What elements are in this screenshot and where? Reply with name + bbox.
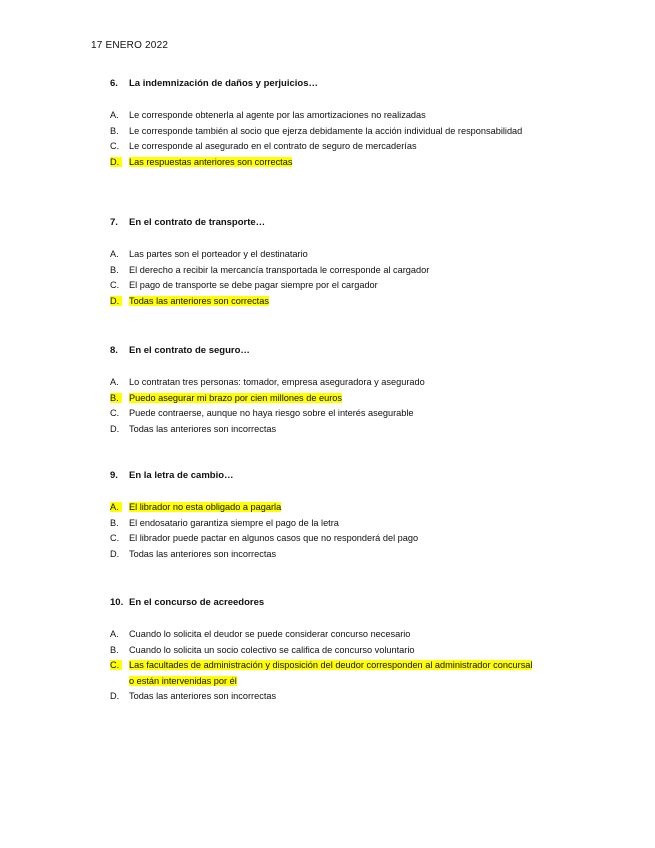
option-text-container (129, 547, 540, 563)
option-letter (110, 294, 129, 310)
option-letter (110, 391, 129, 407)
option-text-container (129, 139, 540, 155)
question-text: En el concurso de acreedores (129, 597, 265, 608)
option-text: El endosatario garantiza siempre el pago de la letra (129, 517, 339, 528)
option-text: Lo contratan tres personas: tomador, empresa aseguradora y asegurado (129, 377, 425, 387)
option-letter-text: B. (110, 125, 119, 136)
option-text-container (129, 247, 540, 263)
option-letter-text: B. (110, 644, 119, 655)
option-letter-text: D. (110, 423, 120, 434)
question-text: En la letra de cambio… (129, 470, 234, 481)
option-letter (110, 247, 129, 263)
answer-options (110, 627, 540, 705)
option-text: Le corresponde también al socio que ejerza debidamente la acción individual de responsabilidad (129, 125, 523, 136)
option-letter (110, 406, 129, 422)
option-text: Las partes son el porteador y el destinatario (129, 249, 308, 259)
answer-option (110, 278, 540, 294)
question-6 (110, 78, 540, 170)
question-9 (110, 470, 540, 562)
answer-options (110, 500, 540, 562)
answer-option (110, 422, 540, 438)
answer-option (110, 547, 540, 563)
option-letter-text: C. (110, 533, 120, 543)
question-text: La indemnización de daños y perjuicios… (129, 78, 318, 89)
option-letter-text: C. (110, 408, 120, 418)
document-date: 17 ENERO 2022 (91, 40, 169, 51)
option-text-container (129, 500, 540, 516)
option-letter-text: C. (110, 660, 122, 670)
question-title (110, 78, 540, 89)
option-letter (110, 643, 129, 659)
answer-option-highlighted (110, 155, 540, 171)
option-text: Le corresponde al asegurado en el contrato de seguro de mercaderías (129, 141, 417, 151)
answer-option (110, 643, 540, 659)
answer-option (110, 108, 540, 124)
answer-option (110, 263, 540, 279)
option-text-container (129, 124, 540, 140)
option-letter-text: D. (110, 157, 122, 167)
option-text-container (129, 531, 540, 547)
option-text: Todas las anteriores son incorrectas (129, 691, 277, 701)
option-text: El librador puede pactar en algunos casos que no responderá del pago (129, 533, 419, 543)
option-letter-text: B. (110, 393, 122, 403)
option-text-container (129, 627, 540, 643)
option-text: Las respuestas anteriores son correctas (129, 156, 293, 167)
question-title (110, 470, 540, 481)
option-letter (110, 155, 129, 171)
answer-option (110, 375, 540, 391)
option-text-container (129, 375, 540, 391)
option-text: Puedo asegurar mi brazo por cien millones de euros (129, 392, 342, 403)
option-letter-text: A. (110, 110, 119, 120)
option-letter-text: D. (110, 296, 122, 306)
option-letter-text: A. (110, 502, 122, 512)
option-text: Todas las anteriores son incorrectas (129, 423, 277, 434)
option-text-container (129, 155, 540, 171)
option-letter-text: D. (110, 691, 120, 701)
answer-options (110, 375, 540, 437)
option-text-container (129, 108, 540, 124)
option-text-container (129, 263, 540, 279)
option-letter-text: C. (110, 141, 120, 151)
answer-option-highlighted (110, 658, 540, 689)
question-text: En el contrato de seguro… (129, 345, 250, 356)
option-letter-text: A. (110, 249, 119, 259)
answer-options (110, 108, 540, 170)
option-letter (110, 516, 129, 532)
question-text: En el contrato de transporte… (129, 217, 266, 228)
option-letter (110, 531, 129, 547)
option-text: El derecho a recibir la mercancía transportada le corresponde al cargador (129, 264, 430, 275)
option-text-container (129, 689, 540, 705)
answer-option-highlighted (110, 391, 540, 407)
option-text-container (129, 643, 540, 659)
option-text-container (129, 294, 540, 310)
option-letter-text: B. (110, 264, 119, 275)
answer-option (110, 124, 540, 140)
option-letter-text: A. (110, 629, 119, 639)
option-letter (110, 689, 129, 705)
question-8 (110, 345, 540, 437)
answer-option (110, 689, 540, 705)
answer-option (110, 531, 540, 547)
option-text: El librador no esta obligado a pagarla (129, 502, 282, 512)
option-letter (110, 658, 129, 689)
option-text: El pago de transporte se debe pagar siempre por el cargador (129, 280, 378, 290)
answer-option (110, 406, 540, 422)
option-text-container (129, 406, 540, 422)
option-text: Todas las anteriores son correctas (129, 295, 269, 306)
option-text-container (129, 422, 540, 438)
option-letter (110, 627, 129, 643)
answer-option-highlighted (110, 294, 540, 310)
option-letter (110, 139, 129, 155)
question-number: 9. (110, 470, 118, 481)
question-title (110, 217, 540, 228)
question-number: 7. (110, 217, 118, 228)
option-text-container (129, 516, 540, 532)
question-7 (110, 217, 540, 309)
option-letter (110, 547, 129, 563)
question-10 (110, 597, 540, 705)
option-letter-text: B. (110, 517, 119, 528)
answer-option (110, 247, 540, 263)
option-letter (110, 375, 129, 391)
option-text-container (129, 658, 540, 689)
option-letter (110, 124, 129, 140)
answer-option (110, 516, 540, 532)
option-text: Cuando lo solicita el deudor se puede considerar concurso necesario (129, 629, 411, 639)
question-number: 8. (110, 345, 118, 356)
option-letter-text: A. (110, 377, 119, 387)
option-text: Le corresponde obtenerla al agente por las amortizaciones no realizadas (129, 110, 426, 120)
question-number: 6. (110, 78, 118, 89)
answer-option (110, 139, 540, 155)
option-text: Las facultades de administración y disposición del deudor corresponden al administrador concursal o están intervenidas por él (129, 660, 533, 686)
option-letter (110, 263, 129, 279)
question-number: 10. (110, 597, 124, 608)
option-letter (110, 422, 129, 438)
question-title (110, 597, 540, 608)
option-letter-text: D. (110, 548, 120, 559)
option-letter (110, 278, 129, 294)
answer-options (110, 247, 540, 309)
option-letter (110, 500, 129, 516)
option-text-container (129, 278, 540, 294)
answer-option (110, 627, 540, 643)
option-text-container (129, 391, 540, 407)
option-text: Todas las anteriores son incorrectas (129, 548, 277, 559)
option-text: Cuando lo solicita un socio colectivo se califica de concurso voluntario (129, 644, 415, 655)
option-letter-text: C. (110, 280, 120, 290)
option-text: Puede contraerse, aunque no haya riesgo sobre el interés asegurable (129, 408, 414, 418)
question-title (110, 345, 540, 356)
option-letter (110, 108, 129, 124)
answer-option-highlighted (110, 500, 540, 516)
